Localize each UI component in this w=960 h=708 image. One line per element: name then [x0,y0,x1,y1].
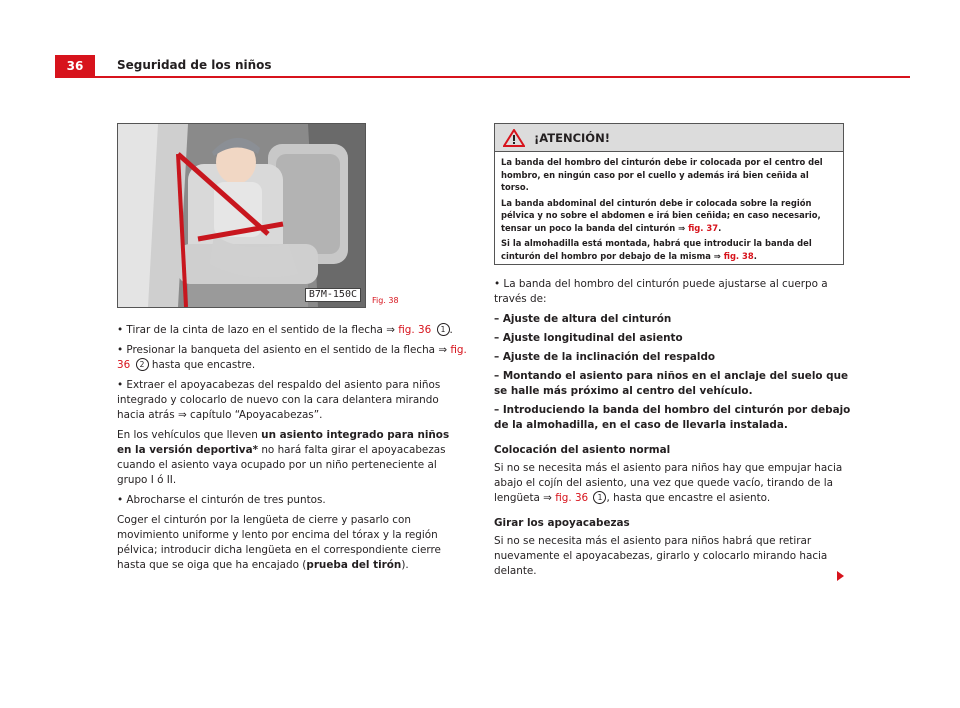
bold-text: un asiento integrado para niños en la versión deportiva* [117,429,450,456]
section-title: Colocación del asiento normal [494,444,671,456]
warning-text-end: . [718,222,722,233]
warning-paragraph [501,197,838,235]
section-title: Girar los apoyacabezas [494,517,630,529]
paragraph: Si no se necesita más el asiento para niños habrá que retirar nuevamente el apoyacabezas, girarlo y colocarlo mirando hacia delante. [494,535,828,577]
left-column [117,323,467,578]
page-header-title: Seguridad de los niños [117,58,272,72]
fig38-link[interactable]: fig. 38 [723,250,754,261]
bullet-paragraph [117,323,467,338]
adjust-item: – Ajuste de altura del cinturón [494,313,672,325]
warning-paragraph [501,237,838,262]
warning-text: Si la almohadilla está montada, habrá que introducir la banda del cinturón del hombro por debajo de la misma ⇒ [501,238,812,261]
page-number: 36 [55,55,95,77]
figure-code: B7M-150C [305,288,361,302]
warning-box [494,123,844,265]
fig36-link[interactable]: fig. 36 [117,344,467,371]
warning-header [495,124,843,152]
callout-number: 1 [437,323,450,336]
paragraph-text: • Tirar de la cinta de lazo en el sentido de la flecha ⇒ [117,324,395,336]
child-seat-illustration [118,124,365,307]
figure-caption: Fig. 38 [372,296,399,305]
callout-number: 2 [136,358,149,371]
bullet-paragraph [117,343,467,373]
warning-paragraph [501,156,838,194]
adjust-item: – Montando el asiento para niños en el anclaje del suelo que se halle más próximo al centro del vehículo. [494,370,849,397]
paragraph-text-end: no hará falta girar el apoyacabezas cuando el asiento vaya ocupado por un niño perteneciente al grupo I ó II. [117,444,446,486]
paragraph [117,513,467,573]
adjust-item: – Introduciendo la banda del hombro del cinturón por debajo de la almohadilla, en el caso de llevarla instalada. [494,404,851,431]
fig37-link[interactable]: fig. 37 [688,222,719,233]
paragraph-text-end: . [449,324,453,336]
bullet-paragraph: • La banda del hombro del cinturón puede ajustarse al cuerpo a través de: [494,278,828,305]
paragraph-text: • Presionar la banqueta del asiento en el sentido de la flecha ⇒ [117,344,448,356]
paragraph-text: Si no se necesita más el asiento para niños hay que empujar hacia abajo el cojín del asiento, una vez que quede vacío, tirando de la lengüeta ⇒ [494,462,843,504]
callout-number: 1 [593,491,606,504]
paragraph-text: En los vehículos que lleven [117,429,258,441]
warning-triangle-icon [503,129,525,147]
paragraph-text: Coger el cinturón por la lengüeta de cierre y pasarlo con movimiento uniforme y lento por encima del tórax y la región pélvica; introducir dicha lengüeta en el correspondiente cierre hasta que se oiga que ha encajado ( [117,514,441,571]
fig36-link[interactable]: fig. 36 [398,324,432,336]
paragraph [494,461,854,506]
paragraph-text-end: , hasta que encastre el asiento. [606,492,771,504]
warning-text: La banda del hombro del cinturón debe ir colocada por el centro del hombro, en ningún caso por el cuello y además irá bien ceñida al torso. [501,157,823,192]
header-rule [55,76,910,78]
paragraph-text-end: hasta que encastre. [151,359,256,371]
bullet-paragraph: • Extraer el apoyacabezas del respaldo del asiento para niños integrado y colocarlo de nuevo con la cara delantera mirando hacia atrás ⇒ capítulo “Apoyacabezas”. [117,379,441,421]
fig36-link[interactable]: fig. 36 [555,492,589,504]
adjust-item: – Ajuste de la inclinación del respaldo [494,351,716,363]
paragraph-text-end: ). [401,559,409,571]
continue-arrow-icon [837,571,844,581]
warning-title: ¡ATENCIÓN! [534,130,610,145]
bold-text: prueba del tirón [306,559,402,571]
paragraph [117,428,467,488]
right-column [494,277,854,584]
adjust-item: – Ajuste longitudinal del asiento [494,332,683,344]
warning-text: La banda abdominal del cinturón debe ir colocada sobre la región pélvica y no sobre el abdomen e irá bien ceñida; en caso necesario, tensar un poco la banda del cinturón ⇒ [501,197,821,233]
bullet-paragraph: • Abrocharse el cinturón de tres puntos. [117,494,326,506]
child-seat-photo [117,123,366,308]
warning-text-end: . [753,250,757,261]
